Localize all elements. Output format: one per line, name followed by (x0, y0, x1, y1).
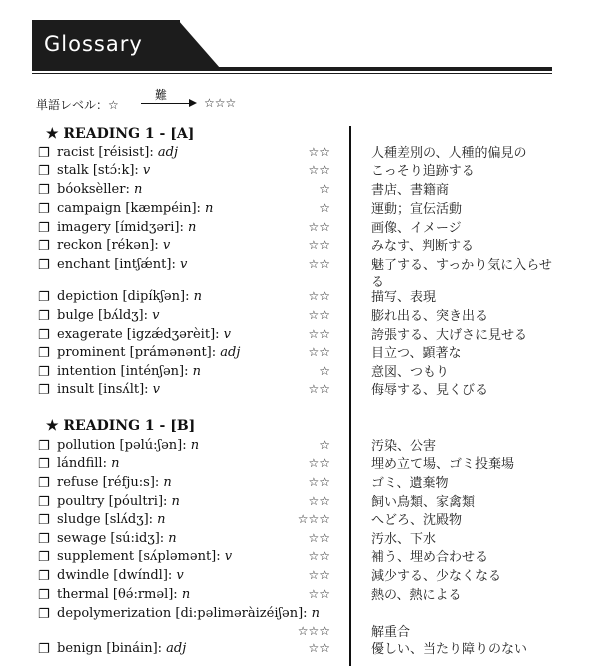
entry-level-stars: ☆☆☆ (297, 512, 330, 526)
entry-level-stars: ☆ (319, 182, 330, 196)
entry-level-stars: ☆☆ (308, 145, 330, 159)
entry-level-stars: ☆☆ (308, 163, 330, 177)
checkbox-icon[interactable]: ❐ (38, 146, 50, 161)
entry-part-of-speech: n (163, 475, 172, 490)
entry-meaning: 減少する、少なくなる (371, 569, 502, 584)
entry-part-of-speech: adj (157, 145, 178, 160)
checkbox-icon[interactable]: ❐ (38, 346, 50, 361)
entry-level-stars: ☆☆ (308, 549, 330, 563)
entry-word: depiction [dipíkʃən]: n (57, 289, 202, 304)
entry-meaning: 侮辱する、見くびる (371, 383, 489, 398)
level-legend (36, 96, 119, 113)
glossary-banner-tail (178, 20, 220, 68)
entry-part-of-speech: v (223, 327, 232, 342)
entry-level-stars: ☆☆ (308, 456, 330, 470)
entry-part-of-speech: n (192, 364, 201, 379)
entry-meaning: 魅了する、すっかり気に入らせる (371, 258, 552, 290)
checkbox-icon[interactable]: ❐ (38, 239, 50, 254)
checkbox-icon[interactable]: ❐ (38, 290, 50, 305)
level-legend-hard: 難 (155, 88, 168, 102)
entry-level-stars: ☆☆☆ (297, 624, 330, 638)
entry-meaning: 誇張する、大げさに見せる (371, 328, 528, 343)
entry-meaning: 目立つ、顕著な (371, 346, 462, 361)
checkbox-icon[interactable]: ❐ (38, 365, 50, 380)
checkbox-icon[interactable]: ❐ (38, 476, 50, 491)
entry-word: benign [bináin]: adj (57, 641, 187, 656)
glossary-entry (38, 201, 568, 219)
glossary-entry (38, 494, 568, 512)
entry-word: prominent [prámənənt]: adj (57, 345, 241, 360)
checkbox-icon[interactable]: ❐ (38, 309, 50, 324)
entry-meaning: みなす、判断する (371, 239, 474, 254)
entry-word: reckon [rékən]: v (57, 238, 171, 253)
entry-word: enchant [intʃǽnt]: v (57, 257, 188, 272)
checkbox-icon[interactable]: ❐ (38, 258, 50, 273)
entry-level-stars: ☆☆ (308, 345, 330, 359)
glossary-entry (38, 641, 568, 659)
section-heading: ★ READING 1 - [A] (46, 126, 195, 142)
glossary-entry (38, 438, 568, 456)
entry-word: pollution [pəlú:ʃən]: n (57, 438, 200, 453)
checkbox-icon[interactable]: ❐ (38, 383, 50, 398)
entry-part-of-speech: n (157, 512, 166, 527)
entry-part-of-speech: v (179, 257, 188, 272)
entry-part-of-speech: v (224, 549, 233, 564)
checkbox-icon[interactable]: ❐ (38, 328, 50, 343)
section-heading: ★ READING 1 - [B] (46, 418, 196, 434)
entry-meaning: 意図、つもり (371, 365, 450, 380)
arrow-right-icon (141, 103, 195, 104)
glossary-entry (38, 456, 568, 474)
glossary-entry (38, 257, 568, 290)
entry-word: sludge [slʌ́dʒ]: n (57, 512, 166, 527)
entry-part-of-speech: v (152, 382, 161, 397)
entry-word: bóoksèller: n (57, 182, 143, 197)
entry-word: dwindle [dwíndl]: v (57, 568, 184, 583)
glossary-entry (38, 238, 568, 256)
glossary-entry (38, 531, 568, 549)
entry-part-of-speech: n (133, 182, 143, 197)
page-title: Glossary (44, 32, 143, 56)
entry-level-stars: ☆☆ (308, 494, 330, 508)
entry-level-stars: ☆ (319, 201, 330, 215)
entry-meaning: こっそり追跡する (371, 164, 475, 179)
checkbox-icon[interactable]: ❐ (38, 495, 50, 510)
checkbox-icon[interactable]: ❐ (38, 513, 50, 528)
entry-level-stars: ☆☆ (308, 641, 330, 655)
glossary-entry (38, 382, 568, 400)
entry-meaning: 飼い鳥類、家禽類 (371, 495, 476, 510)
checkbox-icon[interactable]: ❐ (38, 588, 50, 603)
glossary-entry (38, 475, 568, 493)
glossary-entry (38, 587, 568, 605)
entry-part-of-speech: n (111, 456, 120, 471)
entry-part-of-speech: v (162, 238, 171, 253)
glossary-entry (38, 568, 568, 586)
entry-meaning: 書店、書籍商 (371, 183, 450, 198)
entry-part-of-speech: n (171, 494, 180, 509)
level-legend-max: ☆☆☆ (204, 96, 237, 110)
entry-part-of-speech: n (187, 220, 197, 235)
entry-level-stars: ☆☆ (308, 220, 330, 234)
entry-word: intention [inténʃən]: n (57, 364, 201, 379)
entry-word: exagerate [igzǽdʒərèit]: v (57, 327, 232, 342)
entry-part-of-speech: adj (166, 641, 187, 656)
glossary-entry (38, 220, 568, 238)
entry-level-stars: ☆☆ (308, 587, 330, 601)
glossary-entry (38, 289, 568, 307)
entry-word: poultry [póultri]: n (57, 494, 180, 509)
entry-meaning: ゴミ、遺棄物 (371, 476, 449, 491)
entry-meaning: 汚染、公害 (371, 439, 437, 454)
entry-meaning: へどろ、沈殿物 (371, 513, 463, 528)
entry-meaning: 埋め立て場、ゴミ投棄場 (371, 457, 515, 472)
entry-word: thermal [θə́:rməl]: n (57, 587, 191, 602)
entry-meaning: 解重合 (371, 625, 411, 640)
glossary-entry (38, 308, 568, 326)
entry-meaning: 画像、イメージ (371, 221, 462, 236)
entry-level-stars: ☆☆ (308, 531, 330, 545)
entry-part-of-speech: n (190, 438, 200, 453)
entry-word: imagery [ímidʒəri]: n (57, 220, 197, 235)
checkbox-icon[interactable]: ❐ (38, 221, 50, 236)
entry-level-stars: ☆☆ (308, 568, 330, 582)
glossary-entry (38, 606, 568, 640)
glossary-entry (38, 163, 568, 181)
entry-word: sewage [sú:idʒ]: n (57, 531, 177, 546)
glossary-entry (38, 182, 568, 200)
checkbox-icon[interactable]: ❐ (38, 607, 50, 622)
entry-meaning: 膨れ出る、突き出る (371, 309, 489, 324)
entry-word: depolymerization [di:pəliməràizéiʃən]: n (57, 606, 321, 621)
entry-word: refuse [réfju:s]: n (57, 475, 172, 490)
entry-meaning: 熱の、熱による (371, 588, 462, 603)
entry-meaning: 描写、表現 (371, 290, 437, 305)
glossary-entry (38, 549, 568, 567)
entry-meaning: 人種差別の、人種的偏見の (371, 146, 527, 161)
entry-part-of-speech: n (168, 531, 177, 546)
glossary-entry (38, 345, 568, 363)
entry-part-of-speech: v (142, 163, 151, 178)
entry-level-stars: ☆☆ (308, 308, 330, 322)
entry-level-stars: ☆☆ (308, 257, 330, 271)
entry-level-stars: ☆ (319, 364, 330, 378)
checkbox-icon[interactable]: ❐ (38, 642, 50, 657)
glossary-entry (38, 145, 568, 163)
entry-meaning: 優しい、当たり障りのない (371, 642, 528, 657)
entry-part-of-speech: n (193, 289, 202, 304)
entry-level-stars: ☆☆ (308, 289, 330, 303)
entry-level-stars: ☆☆ (308, 382, 330, 396)
entry-word: lándfill: n (57, 456, 120, 471)
entry-meaning: 汚水、下水 (371, 532, 437, 547)
glossary-entry (38, 512, 568, 530)
entry-meaning: 運動；宣伝活動 (371, 202, 463, 217)
checkbox-icon[interactable]: ❐ (38, 164, 50, 179)
entry-part-of-speech: n (181, 587, 191, 602)
entry-part-of-speech: v (176, 568, 184, 583)
entry-word: racist [réisist]: adj (57, 145, 178, 160)
entry-level-stars: ☆☆ (308, 327, 330, 341)
header-rule (32, 67, 552, 71)
glossary-entry (38, 327, 568, 345)
entry-meaning: 補う、埋め合わせる (371, 550, 489, 565)
entry-part-of-speech: n (205, 201, 214, 216)
checkbox-icon[interactable]: ❐ (38, 183, 50, 198)
entry-level-stars: ☆☆ (308, 238, 330, 252)
checkbox-icon[interactable]: ❐ (38, 532, 50, 547)
entry-word: insult [insʌ́lt]: v (57, 382, 161, 397)
checkbox-icon[interactable]: ❐ (38, 550, 50, 565)
checkbox-icon[interactable]: ❐ (38, 569, 50, 584)
checkbox-icon[interactable]: ❐ (38, 439, 50, 454)
entry-word: bulge [bʌ́ldʒ]: v (57, 308, 160, 323)
entry-part-of-speech: n (311, 606, 321, 621)
level-legend-label: 単語レベル：☆ (36, 98, 119, 112)
glossary-entry (38, 364, 568, 382)
entry-word: stalk [stɔ́:k]: v (57, 163, 151, 178)
checkbox-icon[interactable]: ❐ (38, 202, 50, 217)
entry-part-of-speech: adj (220, 345, 241, 360)
entry-word: campaign [kæmpéin]: n (57, 201, 214, 216)
entry-level-stars: ☆☆ (308, 475, 330, 489)
entry-level-stars: ☆ (319, 438, 330, 452)
checkbox-icon[interactable]: ❐ (38, 457, 50, 472)
entry-word: supplement [sʌ́pləmənt]: v (57, 549, 233, 564)
header-rule-thin (32, 73, 552, 74)
entry-part-of-speech: v (152, 308, 160, 323)
